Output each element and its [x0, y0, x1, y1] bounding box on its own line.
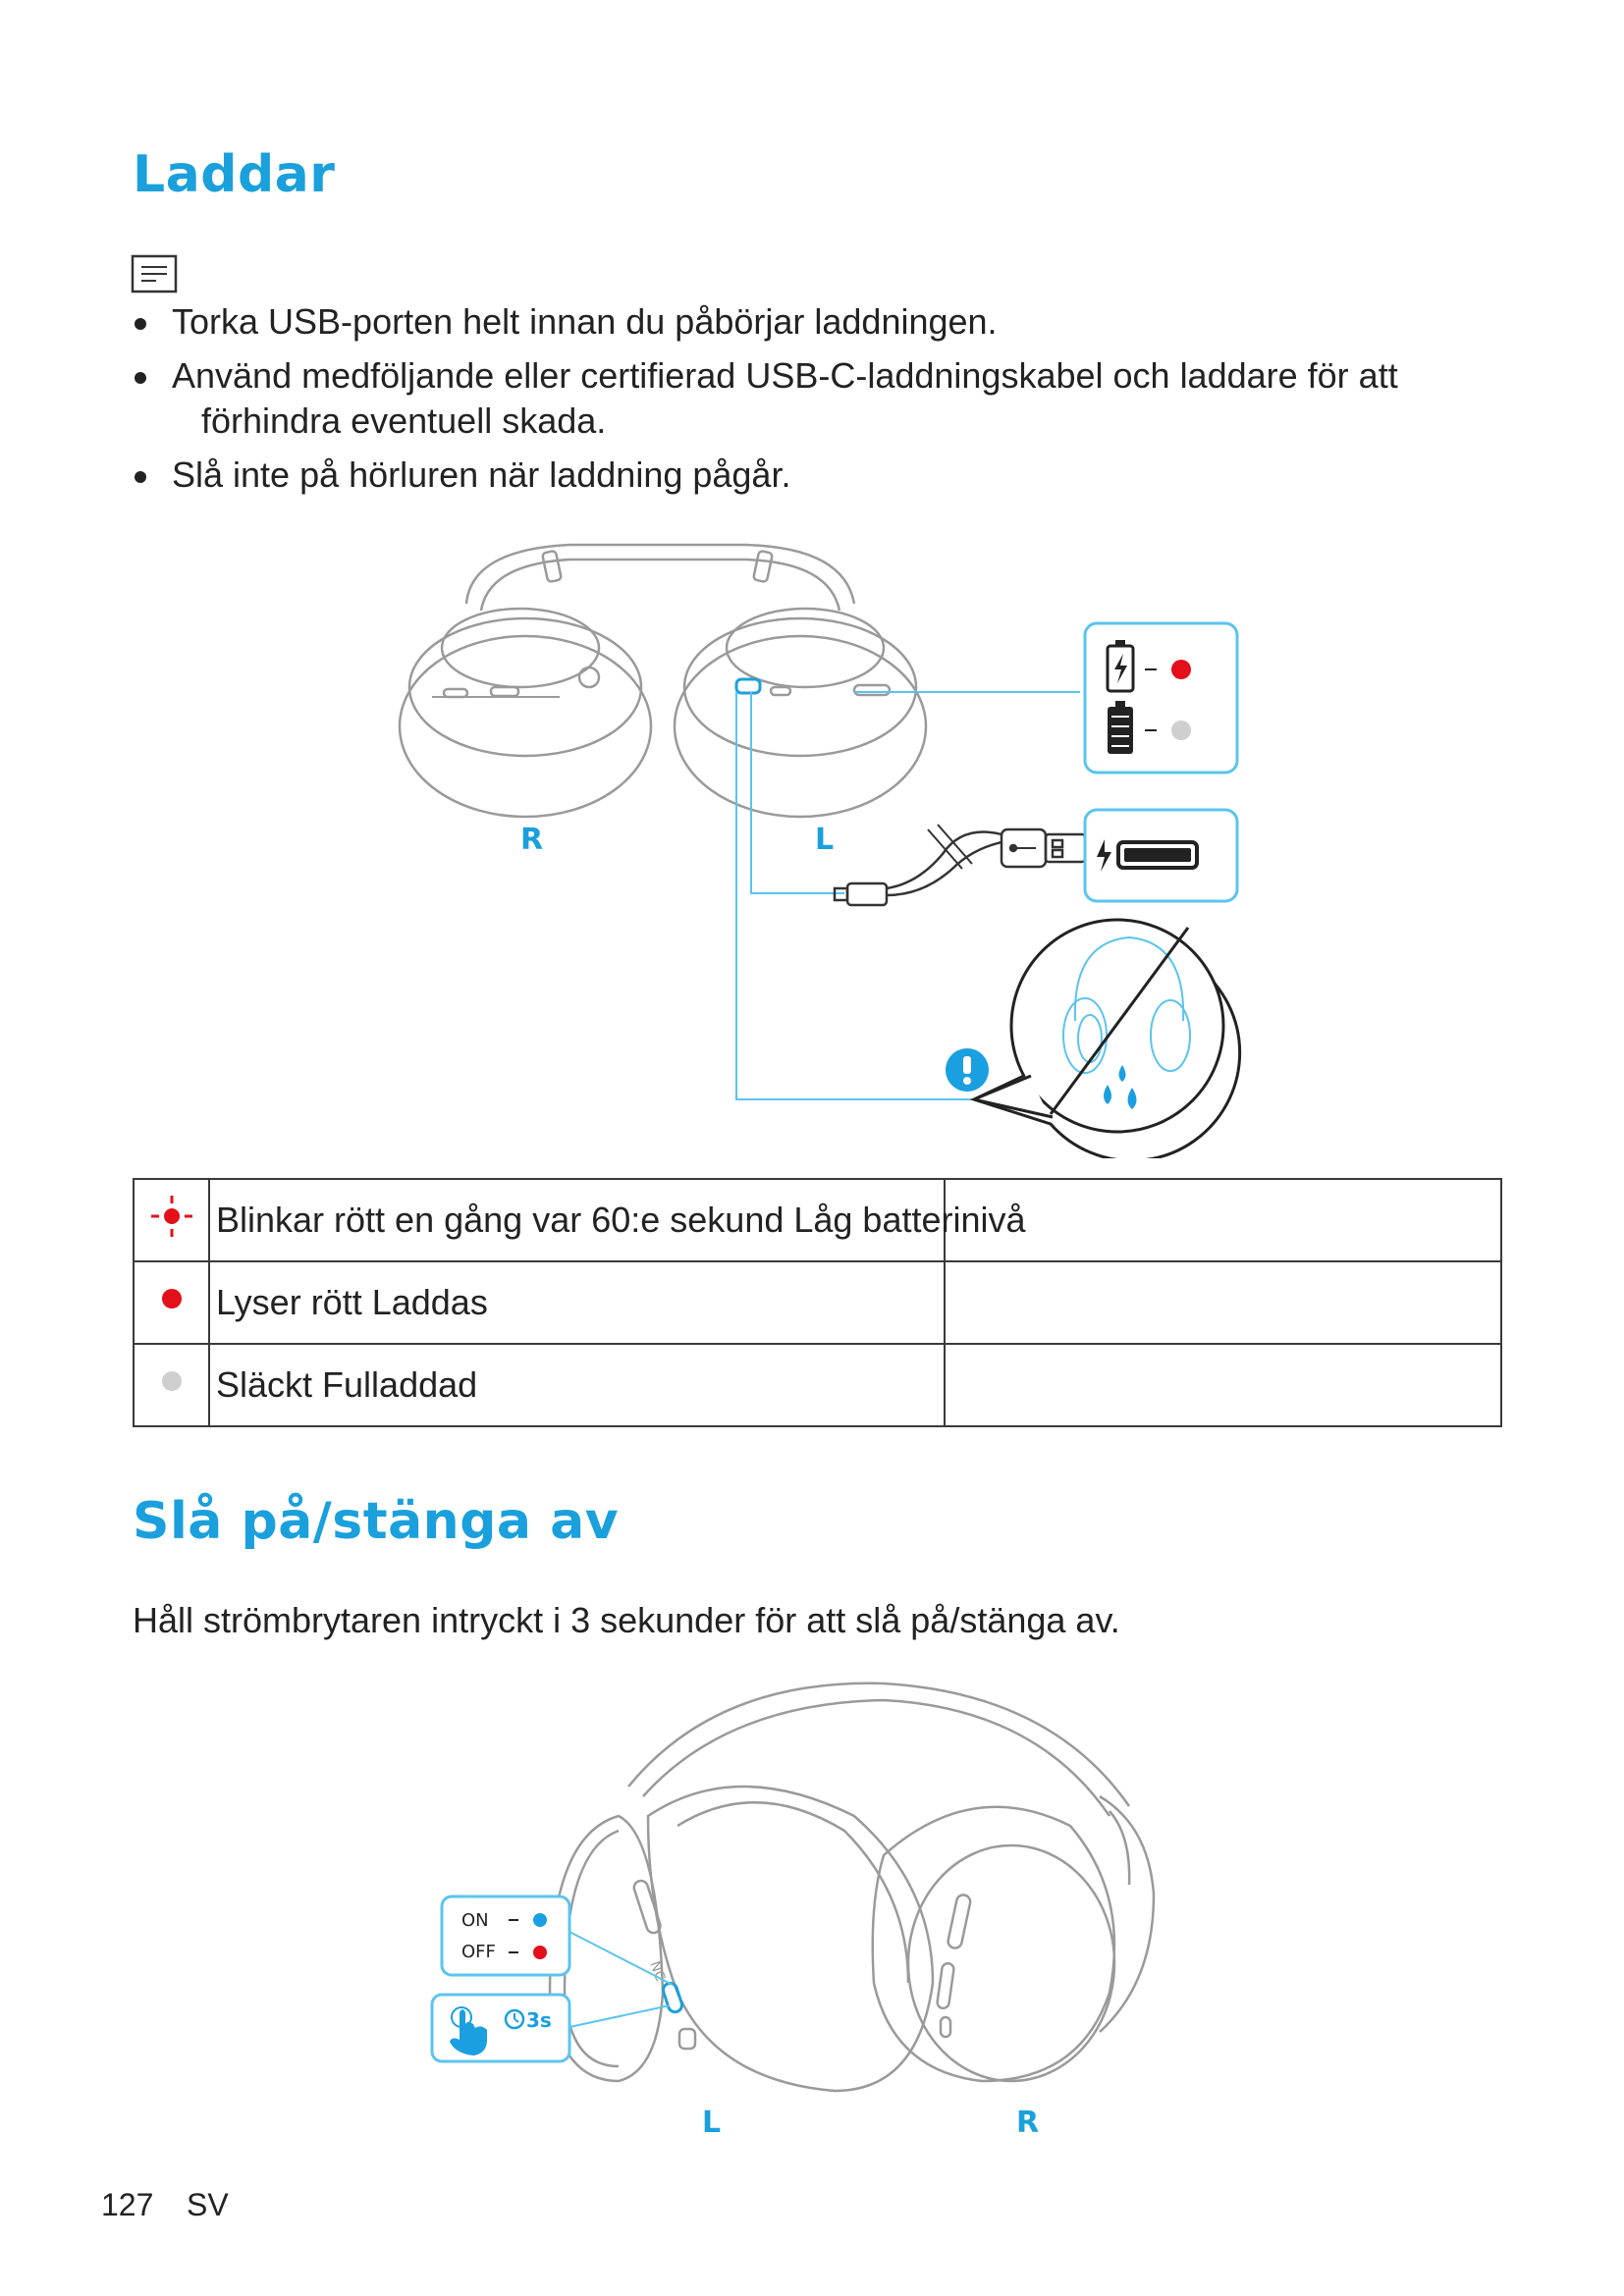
on-label: ON [461, 1910, 489, 1931]
bullet-text: Slå inte på hörluren när laddning pågår. [172, 454, 791, 495]
bullet-text: Torka USB-porten helt innan du påbörjar laddningen. [172, 301, 998, 342]
label-left: L [702, 2106, 722, 2140]
table-cell-icon [134, 1179, 209, 1261]
language-code: SV [187, 2187, 229, 2222]
blue-dot-icon [533, 1913, 547, 1927]
table-row [134, 1261, 1501, 1344]
grey-dot-icon [1171, 721, 1191, 740]
bullet-text: Använd medföljande eller certifierad USB-C-laddningskabel och laddare för att [172, 355, 1398, 396]
grey-dot-icon [147, 1357, 196, 1406]
table-row [134, 1179, 1501, 1261]
list-item [131, 299, 1505, 345]
usb-charger-icon [1085, 810, 1237, 901]
charging-notes-list [131, 299, 1505, 507]
bullet-text-continued: förhindra eventuell skada. [201, 400, 607, 441]
table-cell [945, 1261, 1501, 1344]
table-cell: Blinkar rött en gång var 60:e sekund Låg batterinivå [209, 1179, 945, 1261]
note-icon [131, 254, 178, 294]
usb-cable-icon [835, 825, 1085, 905]
red-dot-icon [147, 1274, 196, 1323]
list-item [131, 453, 1505, 498]
section-title-charging: Laddar [133, 145, 336, 204]
warning-icon [946, 1048, 989, 1092]
table-cell: Släckt Fulladdad [209, 1344, 945, 1426]
battery-full-icon [1108, 701, 1133, 754]
list-item [131, 353, 1505, 444]
charging-illustration [373, 530, 1257, 1158]
page-number: 127 [101, 2187, 154, 2222]
section-title-power: Slå på/stänga av [133, 1492, 620, 1551]
red-blinking-dot-icon [147, 1192, 196, 1241]
led-status-table [133, 1178, 1502, 1427]
svg-text:NC: NC [646, 1958, 669, 1984]
power-description: Håll strömbrytaren intryckt i 3 sekunder för att slå på/stänga av. [133, 1600, 1120, 1640]
press-hold-box [432, 1995, 569, 2061]
battery-status-box [1085, 623, 1237, 773]
hold-time-label: 3s [526, 2008, 552, 2032]
red-dot-icon [533, 1946, 547, 1959]
power-led-status-box [442, 1896, 569, 1975]
no-water-icon [974, 920, 1240, 1158]
label-right: R [1016, 2106, 1040, 2140]
off-label: OFF [461, 1942, 496, 1962]
headphones-icon [400, 545, 926, 817]
label-right: R [520, 823, 544, 857]
table-cell: Lyser rött Laddas [209, 1261, 945, 1344]
battery-charging-icon [1108, 640, 1133, 691]
table-cell [945, 1344, 1501, 1426]
table-cell-icon [134, 1344, 209, 1426]
red-dot-icon [1171, 660, 1191, 679]
table-cell [945, 1179, 1501, 1261]
table-cell-icon [134, 1261, 209, 1344]
table-row [134, 1344, 1501, 1426]
power-illustration [422, 1669, 1188, 2150]
headphones-icon [550, 1683, 1154, 2091]
label-left: L [815, 823, 835, 857]
